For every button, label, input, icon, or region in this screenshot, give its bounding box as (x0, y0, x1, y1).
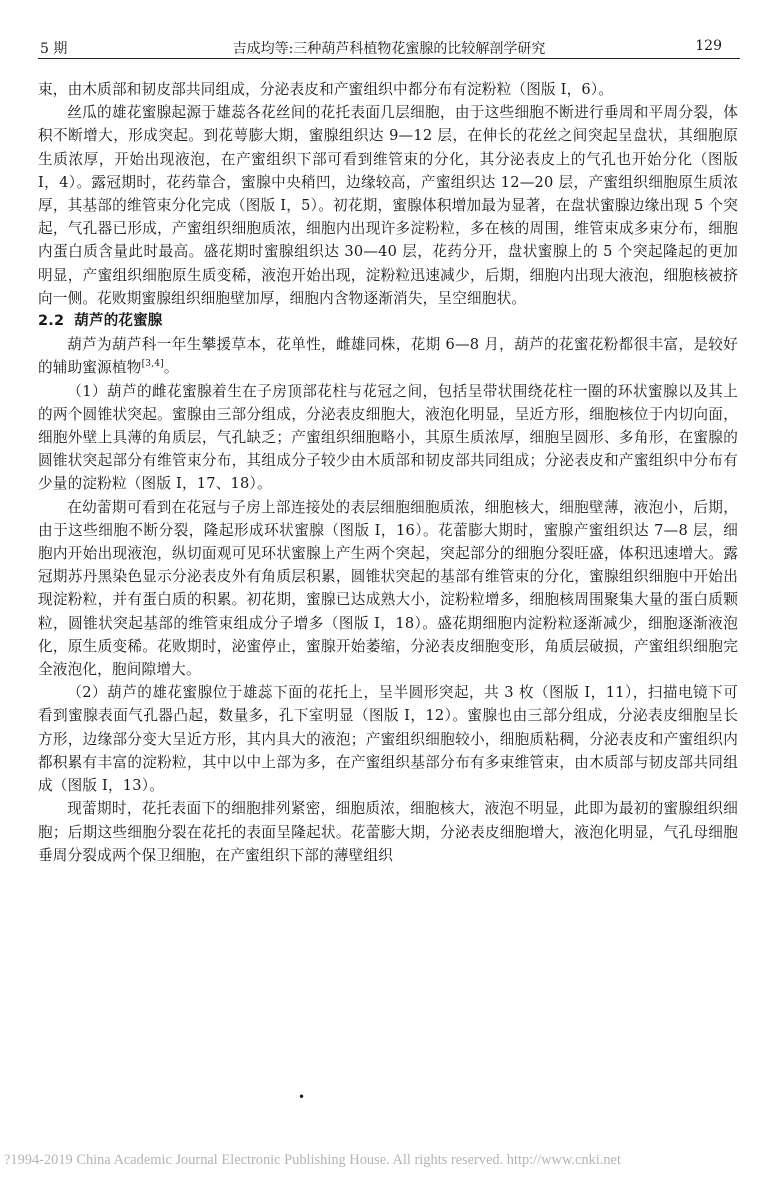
copyright-footer: ?1994-2019 China Academic Journal Electronic Publishing House. All rights reserved. http://www.cnki.net (4, 1152, 621, 1168)
page-header (38, 36, 740, 59)
citation: [3,4] (141, 359, 164, 370)
paragraph-continuation: 束，由木质部和韧皮部共同组成，分泌表皮和产蜜组织中都分布有淀粉粒（图版 I，6）。 (38, 81, 614, 98)
paragraph-luffa-male-nectary: 丝瓜的雄花蜜腺起源于雄蕊各花丝间的花托表面几层细胞，由于这些细胞不断进行垂周和平周分裂，体积不断增大，形成突起。到花萼膨大期，蜜腺组织达 9—12 层，在伸长的花丝之间突起呈盘状，其细胞原生质浓厚，开始出现液泡，在产蜜组织下部可看到维管束的分化，其分泌表皮上的气孔也开始分化（图版 I，4）。露冠期时，花药靠合，蜜腺中央稍凹，边缘较高，产蜜组织达 12—20 层，产蜜组织细胞原生质浓厚，其基部的维管束分化完成（图版 I，5）。初花期，蜜腺体积增加最为显著，在盘状蜜腺边缘出现 5 个突起，气孔器已形成，产蜜组织细胞质浓，细胞内出现许多淀粉粒，多在核的周围，维管束成多束分布，细胞内蛋白质含量此时最高。盛花期时蜜腺组织达 30—40 层，花药分开，盘状蜜腺上的 5 个突起隆起的更加明显，产蜜组织细胞原生质变稀，液泡开始出现，淀粉粒迅速减少，后期，细胞内出现大液泡，细胞核被挤向一侧。花败期蜜腺组织细胞壁加厚，细胞内含物逐渐消失，呈空细胞状。 (38, 104, 738, 307)
page-number: 129 (695, 38, 722, 54)
paragraph-gourd-intro (38, 333, 738, 379)
paragraph-gourd-female-development: 在幼蕾期可看到在花冠与子房上部连接处的表层细胞细胞质浓，细胞核大，细胞壁薄，液泡小，后期，由于这些细胞不断分裂，隆起形成环状蜜腺（图版 I，16）。花蕾膨大期时，蜜腺产蜜组织达 7—8 层，细胞内开始出现液泡，纵切面观可见环状蜜腺上产生两个突起，突起部分的细胞分裂旺盛，体积迅速增大。露冠期苏丹黑染色显示分泌表皮外有角质层积累，圆锥状突起的基部有维管束的分化，蜜腺组织细胞中开始出现淀粉粒，并有蛋白质的积累。初花期，蜜腺已达成熟大小，淀粉粒增多，细胞核周围聚集大量的蛋白质颗粒，圆锥状突起基部的维管束组成分子增多（图版 I，18）。盛花期细胞内淀粉粒逐渐减少，细胞逐渐液泡化，原生质变稀。花败期时，泌蜜停止，蜜腺开始萎缩，分泌表皮细胞变形，角质层破损，产蜜组织细胞完全液泡化，胞间隙增大。 (38, 498, 738, 679)
page-mark: • (298, 1090, 306, 1104)
section-number: 2.2 (38, 313, 65, 330)
issue-number: 5 期 (40, 41, 68, 57)
section-title: 葫芦的花蜜腺 (74, 313, 163, 330)
paragraph-gourd-female-nectary: （1）葫芦的雌花蜜腺着生在子房顶部花柱与花冠之间，包括呈带状围绕花柱一圈的环状蜜腺以及其上的两个圆锥状突起。蜜腺由三部分组成，分泌表皮细胞大，液泡化明显，呈近方形，细胞核位于内切向面，细胞外壁上具薄的角质层，气孔缺乏；产蜜组织细胞略小，其原生质浓厚，细胞呈圆形、多角形，在蜜腺的圆锥状突起部分有维管束分布，其组成分子较少由木质部和韧皮部共同组成；分泌表皮和产蜜组织中分布有少量的淀粉粒（图版 I，17、18）。 (38, 382, 738, 493)
paragraph-gourd-male-development: 现蕾期时，花托表面下的细胞排列紧密，细胞质浓，细胞核大，液泡不明显，此即为最初的蜜腺组织细胞；后期这些细胞分裂在花托的表面呈隆起状。花蕾膨大期，分泌表皮细胞增大，液泡化明显，气孔母细胞垂周分裂成两个保卫细胞，在产蜜组织下部的薄壁组织 (38, 800, 738, 864)
gourd-intro-end: 。 (163, 359, 179, 377)
gourd-intro-text: 葫芦为葫芦科一年生攀援草本，花单性，雌雄同株，花期 6—8 月，葫芦的花蜜花粉都很丰富，是较好的辅助蜜源植物 (38, 336, 738, 377)
section-heading (38, 310, 738, 333)
paragraph-gourd-male-nectary: （2）葫芦的雄花蜜腺位于雄蕊下面的花托上，呈半圆形突起，共 3 枚（图版 I，11），扫描电镜下可看到蜜腺表面气孔器凸起，数量多，孔下室明显（图版 I，12）。蜜腺也由三部分组成，分泌表皮细胞呈长方形，边缘部分变大呈近方形，其内具大的液泡；产蜜组织细胞较小，细胞质粘稠，分泌表皮和产蜜组织内都积累有丰富的淀粉粒，其中以中上部为多，在产蜜组织基部分布有多束维管束，由木质部与韧皮部共同组成（图版 I，13）。 (38, 684, 738, 795)
running-title: 吉成均等:三种葫芦科植物花蜜腺的比较解剖学研究 (232, 41, 546, 57)
article-body (38, 78, 738, 867)
